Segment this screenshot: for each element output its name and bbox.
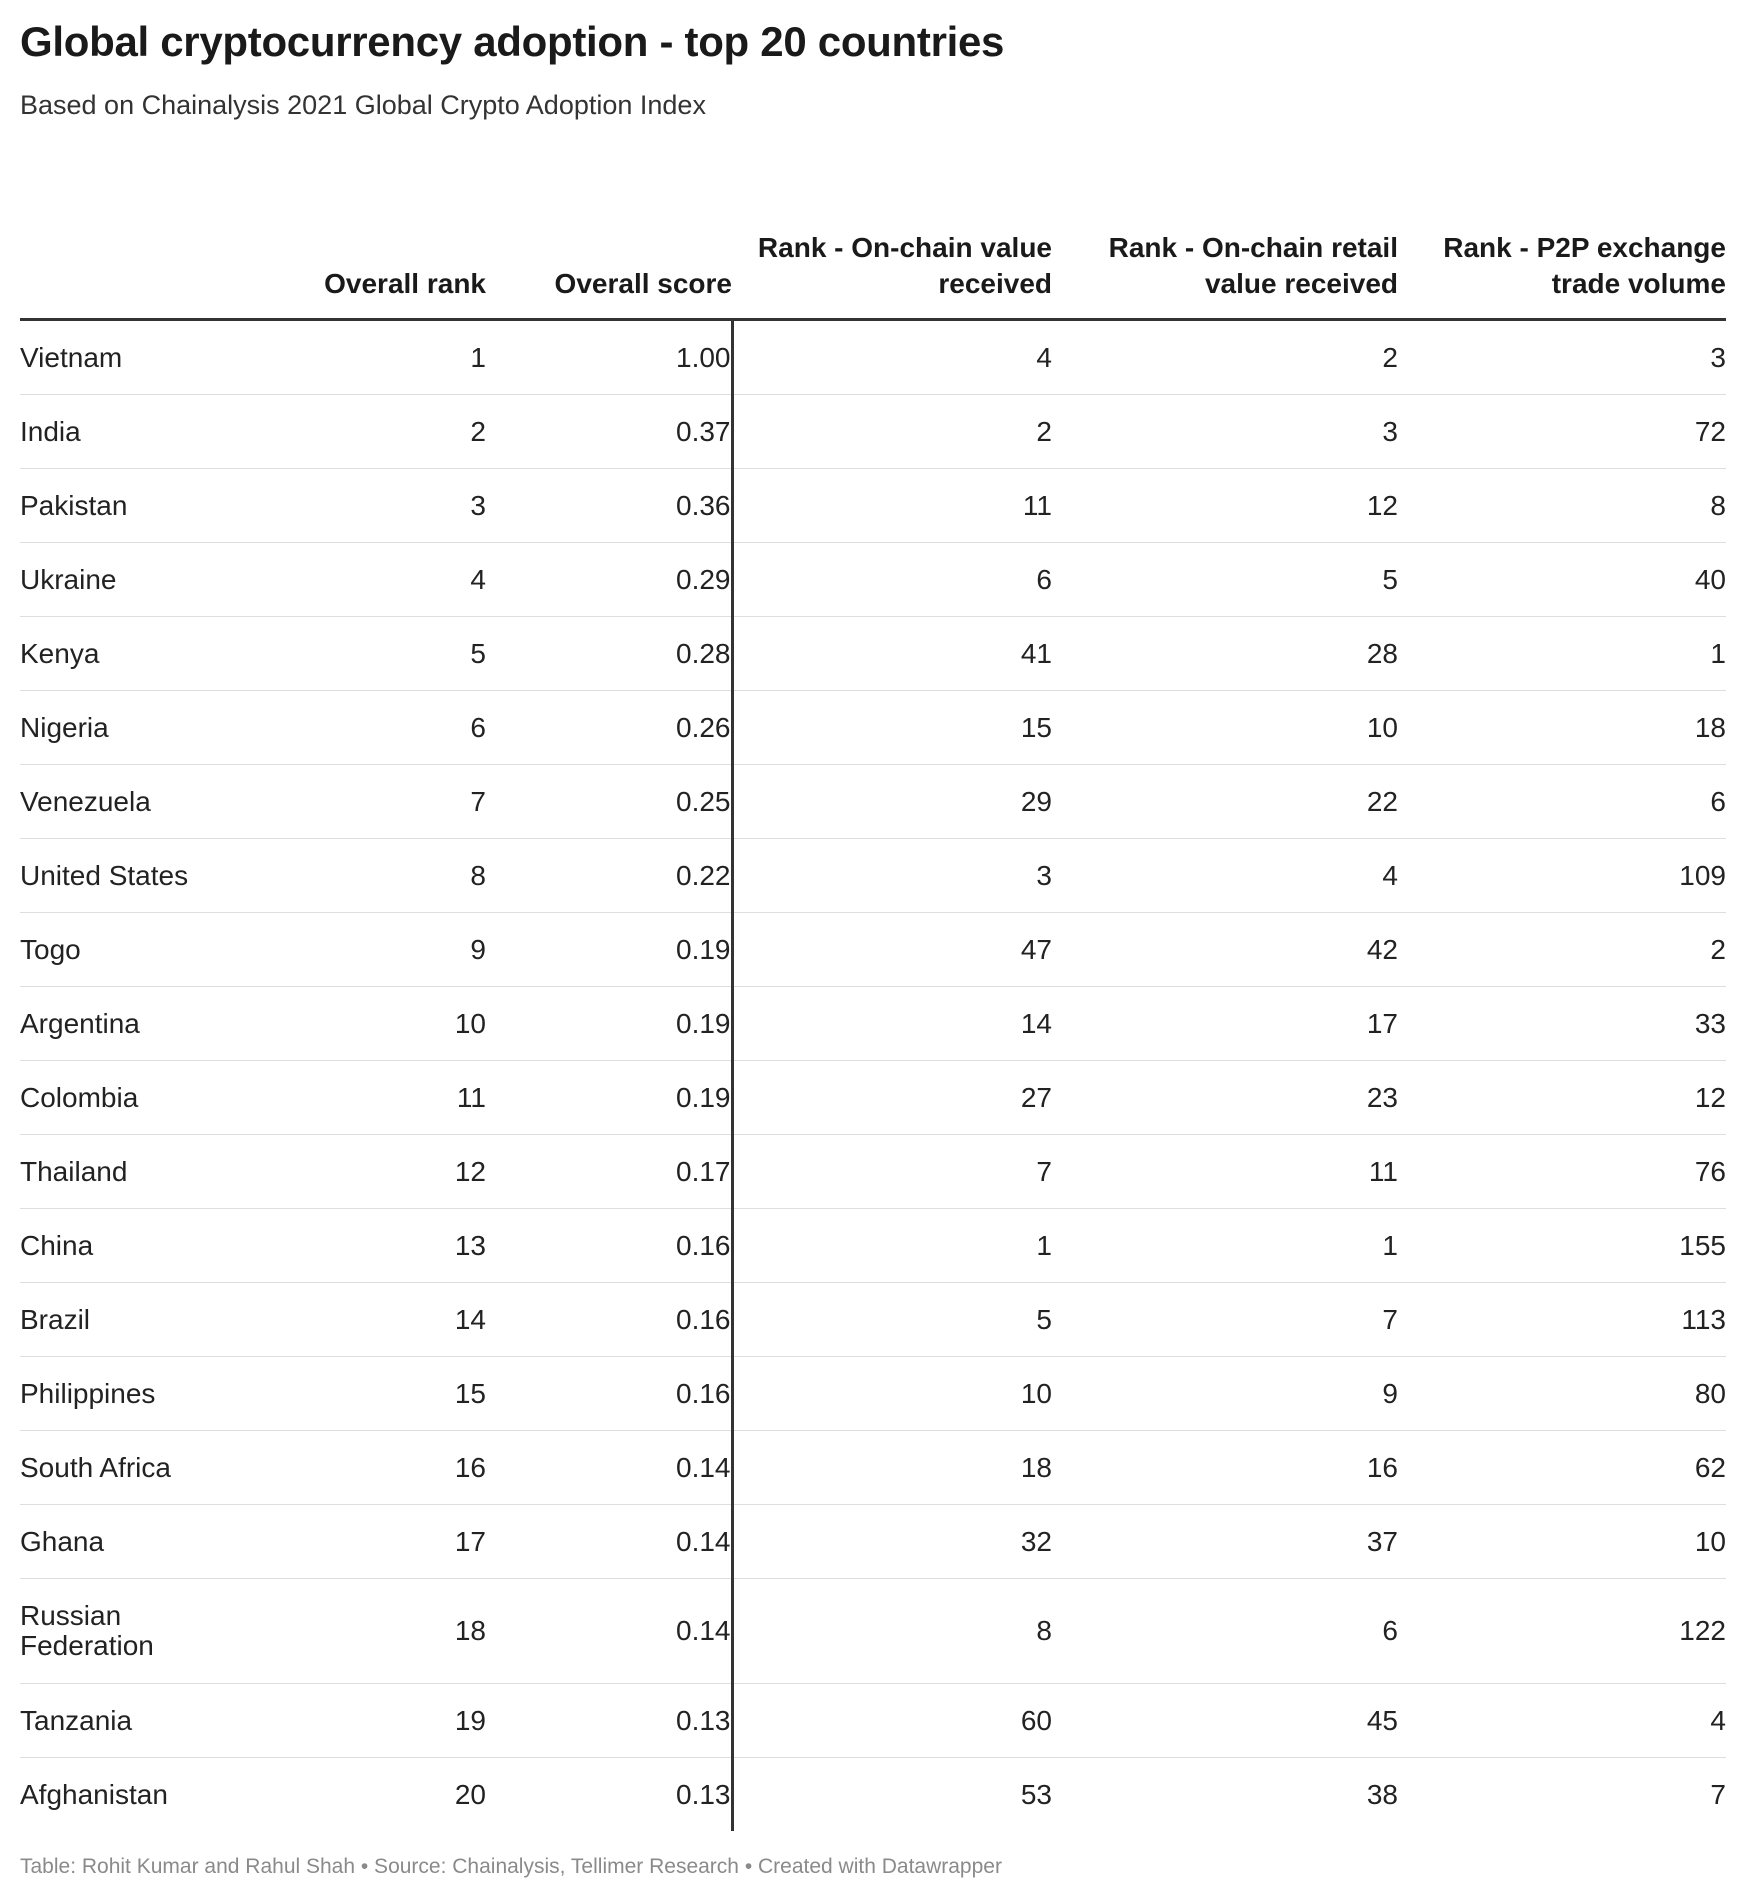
overall-score-cell: 0.16: [486, 1209, 732, 1283]
table-row: [20, 1579, 1726, 1684]
onchain-retail-rank-cell: 6: [1052, 1579, 1398, 1684]
table-row: [20, 395, 1726, 469]
overall-rank-cell: 13: [290, 1209, 486, 1283]
overall-score-cell: 0.29: [486, 543, 732, 617]
country-name: China: [20, 1229, 94, 1261]
onchain-value-rank-cell: 3: [732, 839, 1052, 913]
country-cell: [20, 469, 290, 543]
overall-score-cell: 0.14: [486, 1505, 732, 1579]
onchain-retail-rank-cell: 28: [1052, 617, 1398, 691]
p2p-volume-rank-cell: 109: [1398, 839, 1726, 913]
onchain-value-rank-cell: 60: [732, 1684, 1052, 1758]
country-name: South Africa: [20, 1451, 171, 1483]
p2p-volume-rank-cell: 80: [1398, 1357, 1726, 1431]
overall-score-cell: 0.28: [486, 617, 732, 691]
overall-rank-cell: 1: [290, 320, 486, 395]
p2p-volume-rank-cell: 4: [1398, 1684, 1726, 1758]
overall-rank-cell: 10: [290, 987, 486, 1061]
country-cell: [20, 765, 290, 839]
p2p-volume-rank-cell: 3: [1398, 320, 1726, 395]
country-name: Thailand: [20, 1155, 128, 1187]
country-cell: [20, 1579, 290, 1684]
country-name: Brazil: [20, 1303, 91, 1335]
overall-rank-cell: 2: [290, 395, 486, 469]
onchain-retail-rank-cell: 16: [1052, 1431, 1398, 1505]
overall-rank-cell: 15: [290, 1357, 486, 1431]
country-cell: [20, 320, 290, 395]
onchain-value-rank-cell: 4: [732, 320, 1052, 395]
overall-score-cell: 0.22: [486, 839, 732, 913]
column-header-overall-rank: Overall rank: [290, 160, 486, 320]
onchain-retail-rank-cell: 10: [1052, 691, 1398, 765]
overall-score-cell: 0.16: [486, 1357, 732, 1431]
country-name: Colombia: [20, 1081, 139, 1113]
table-header-row: [20, 160, 1726, 320]
p2p-volume-rank-cell: 76: [1398, 1135, 1726, 1209]
onchain-retail-rank-cell: 42: [1052, 913, 1398, 987]
country-cell: [20, 913, 290, 987]
overall-score-cell: 0.26: [486, 691, 732, 765]
onchain-retail-rank-cell: 45: [1052, 1684, 1398, 1758]
table-row: [20, 320, 1726, 395]
country-name: Ukraine: [20, 563, 117, 595]
column-header-p2p-volume: Rank - P2P exchange trade volume: [1398, 160, 1726, 320]
table-row: [20, 469, 1726, 543]
onchain-value-rank-cell: 14: [732, 987, 1052, 1061]
overall-rank-cell: 14: [290, 1283, 486, 1357]
table-row: [20, 543, 1726, 617]
country-name: Kenya: [20, 637, 100, 669]
overall-score-cell: 0.13: [486, 1684, 732, 1758]
country-cell: [20, 987, 290, 1061]
table-row: [20, 839, 1726, 913]
table-row: [20, 1505, 1726, 1579]
p2p-volume-rank-cell: 7: [1710, 1778, 1726, 1810]
overall-rank-cell: 12: [290, 1135, 486, 1209]
p2p-volume-rank-cell: 122: [1398, 1579, 1726, 1684]
p2p-volume-rank-cell: 18: [1398, 691, 1726, 765]
onchain-retail-rank-cell: 12: [1052, 469, 1398, 543]
overall-score-cell: 0.14: [486, 1579, 732, 1684]
onchain-value-rank-cell: 47: [732, 913, 1052, 987]
onchain-retail-rank-cell: 1: [1052, 1209, 1398, 1283]
country-name: United States: [20, 859, 189, 891]
onchain-value-rank-cell: 41: [732, 617, 1052, 691]
country-name: Tanzania: [20, 1704, 133, 1736]
onchain-value-rank-cell: 7: [732, 1135, 1052, 1209]
overall-score-cell: 1.00: [486, 320, 732, 395]
onchain-value-rank-cell: 10: [732, 1357, 1052, 1431]
column-header-onchain-value: Rank - On-chain value received: [732, 160, 1052, 320]
p2p-volume-rank-cell: 33: [1398, 987, 1726, 1061]
onchain-value-rank-cell: 18: [732, 1431, 1052, 1505]
table-body: [20, 320, 1726, 1832]
country-cell: [20, 691, 290, 765]
country-name: Togo: [20, 933, 81, 965]
onchain-value-rank-cell: 15: [732, 691, 1052, 765]
chart-footer: Table: Rohit Kumar and Rahul Shah • Source: Chainalysis, Tellimer Research • Created with Datawrapper: [20, 1855, 1002, 1878]
country-cell: [20, 1431, 290, 1505]
p2p-volume-rank-cell: 12: [1398, 1061, 1726, 1135]
overall-score-cell: 0.13: [676, 1778, 731, 1810]
country-cell: [20, 1357, 290, 1431]
onchain-value-rank-cell: 5: [732, 1283, 1052, 1357]
overall-rank-cell: 9: [290, 913, 486, 987]
table-row: [20, 691, 1726, 765]
table-row: [20, 987, 1726, 1061]
onchain-retail-rank-cell: 37: [1052, 1505, 1398, 1579]
country-name: Venezuela: [20, 785, 151, 817]
table-row: [20, 1135, 1726, 1209]
onchain-retail-rank-cell: 5: [1052, 543, 1398, 617]
country-cell: [20, 395, 290, 469]
overall-score-cell: 0.36: [486, 469, 732, 543]
country-cell: [20, 1283, 290, 1357]
column-header-onchain-retail-value: Rank - On-chain retail value received: [1052, 160, 1398, 320]
p2p-volume-rank-cell: 62: [1398, 1431, 1726, 1505]
p2p-volume-rank-cell: 10: [1398, 1505, 1726, 1579]
overall-score-cell: 0.19: [486, 913, 732, 987]
p2p-volume-rank-cell: 8: [1398, 469, 1726, 543]
table-row: [20, 765, 1726, 839]
onchain-retail-rank-cell: 9: [1052, 1357, 1398, 1431]
overall-score-cell: 0.14: [486, 1431, 732, 1505]
country-cell: [20, 1135, 290, 1209]
country-name: Pakistan: [20, 489, 128, 521]
onchain-retail-rank-cell: 4: [1052, 839, 1398, 913]
onchain-retail-rank-cell: 2: [1052, 320, 1398, 395]
onchain-retail-rank-cell: 23: [1052, 1061, 1398, 1135]
table-row: [20, 1431, 1726, 1505]
overall-score-cell: 0.16: [486, 1283, 732, 1357]
onchain-value-rank-cell: 11: [732, 469, 1052, 543]
overall-rank-cell: 5: [290, 617, 486, 691]
overall-rank-cell: 16: [290, 1431, 486, 1505]
adoption-table: [20, 160, 1726, 1831]
onchain-value-rank-cell: 8: [732, 1579, 1052, 1684]
overall-rank-cell: 18: [290, 1579, 486, 1684]
p2p-volume-rank-cell: 40: [1398, 543, 1726, 617]
country-cell: [20, 1505, 290, 1579]
onchain-retail-rank-cell: 38: [1366, 1778, 1398, 1810]
onchain-retail-rank-cell: 11: [1052, 1135, 1398, 1209]
overall-rank-cell: 11: [290, 1061, 486, 1135]
onchain-value-rank-cell: 32: [732, 1505, 1052, 1579]
overall-score-cell: 0.19: [486, 1061, 732, 1135]
p2p-volume-rank-cell: 2: [1398, 913, 1726, 987]
overall-rank-cell: 6: [290, 691, 486, 765]
overall-rank-cell: 3: [290, 469, 486, 543]
country-cell: [20, 617, 290, 691]
p2p-volume-rank-cell: 1: [1398, 617, 1726, 691]
onchain-retail-rank-cell: 22: [1052, 765, 1398, 839]
onchain-retail-rank-cell: 17: [1052, 987, 1398, 1061]
country-name: Ghana: [20, 1525, 105, 1557]
country-name: Russian Federation: [20, 1600, 154, 1661]
table-row: [20, 1684, 1726, 1758]
country-cell: [20, 1209, 290, 1283]
country-name: Vietnam: [20, 341, 123, 373]
p2p-volume-rank-cell: 113: [1398, 1283, 1726, 1357]
table-row: [20, 1209, 1726, 1283]
country-cell: [20, 543, 290, 617]
overall-score-cell: 0.19: [486, 987, 732, 1061]
table-row: [20, 913, 1726, 987]
overall-rank-cell: 17: [290, 1505, 486, 1579]
overall-rank-cell: 19: [290, 1684, 486, 1758]
onchain-value-rank-cell: 27: [732, 1061, 1052, 1135]
table-row: [20, 617, 1726, 691]
overall-rank-cell: 20: [454, 1778, 486, 1810]
table-row: [20, 1758, 1726, 1832]
onchain-value-rank-cell: 6: [732, 543, 1052, 617]
overall-score-cell: 0.17: [486, 1135, 732, 1209]
chart-subtitle: Based on Chainalysis 2021 Global Crypto Adoption Index: [20, 90, 706, 120]
overall-rank-cell: 8: [290, 839, 486, 913]
onchain-value-rank-cell: 1: [732, 1209, 1052, 1283]
column-header-overall-score: Overall score: [486, 160, 732, 320]
overall-rank-cell: 7: [290, 765, 486, 839]
overall-score-cell: 0.37: [486, 395, 732, 469]
table-row: [20, 1357, 1726, 1431]
p2p-volume-rank-cell: 6: [1398, 765, 1726, 839]
table-row: [20, 1061, 1726, 1135]
country-name: Afghanistan: [20, 1778, 168, 1810]
p2p-volume-rank-cell: 72: [1398, 395, 1726, 469]
onchain-retail-rank-cell: 3: [1052, 395, 1398, 469]
country-name: India: [20, 415, 81, 447]
p2p-volume-rank-cell: 155: [1398, 1209, 1726, 1283]
country-name: Philippines: [20, 1377, 156, 1409]
country-cell: [20, 839, 290, 913]
country-name: Nigeria: [20, 711, 109, 743]
column-header-country: [20, 160, 290, 320]
country-name: Argentina: [20, 1007, 140, 1039]
country-cell: [20, 1758, 290, 1832]
chart-title: Global cryptocurrency adoption - top 20 countries: [20, 18, 1005, 65]
onchain-value-rank-cell: 29: [732, 765, 1052, 839]
country-cell: [20, 1061, 290, 1135]
overall-score-cell: 0.25: [486, 765, 732, 839]
onchain-retail-rank-cell: 7: [1052, 1283, 1398, 1357]
country-cell: [20, 1684, 290, 1758]
table-row: [20, 1283, 1726, 1357]
onchain-value-rank-cell: 2: [732, 395, 1052, 469]
overall-rank-cell: 4: [290, 543, 486, 617]
onchain-value-rank-cell: 53: [732, 1758, 1052, 1832]
